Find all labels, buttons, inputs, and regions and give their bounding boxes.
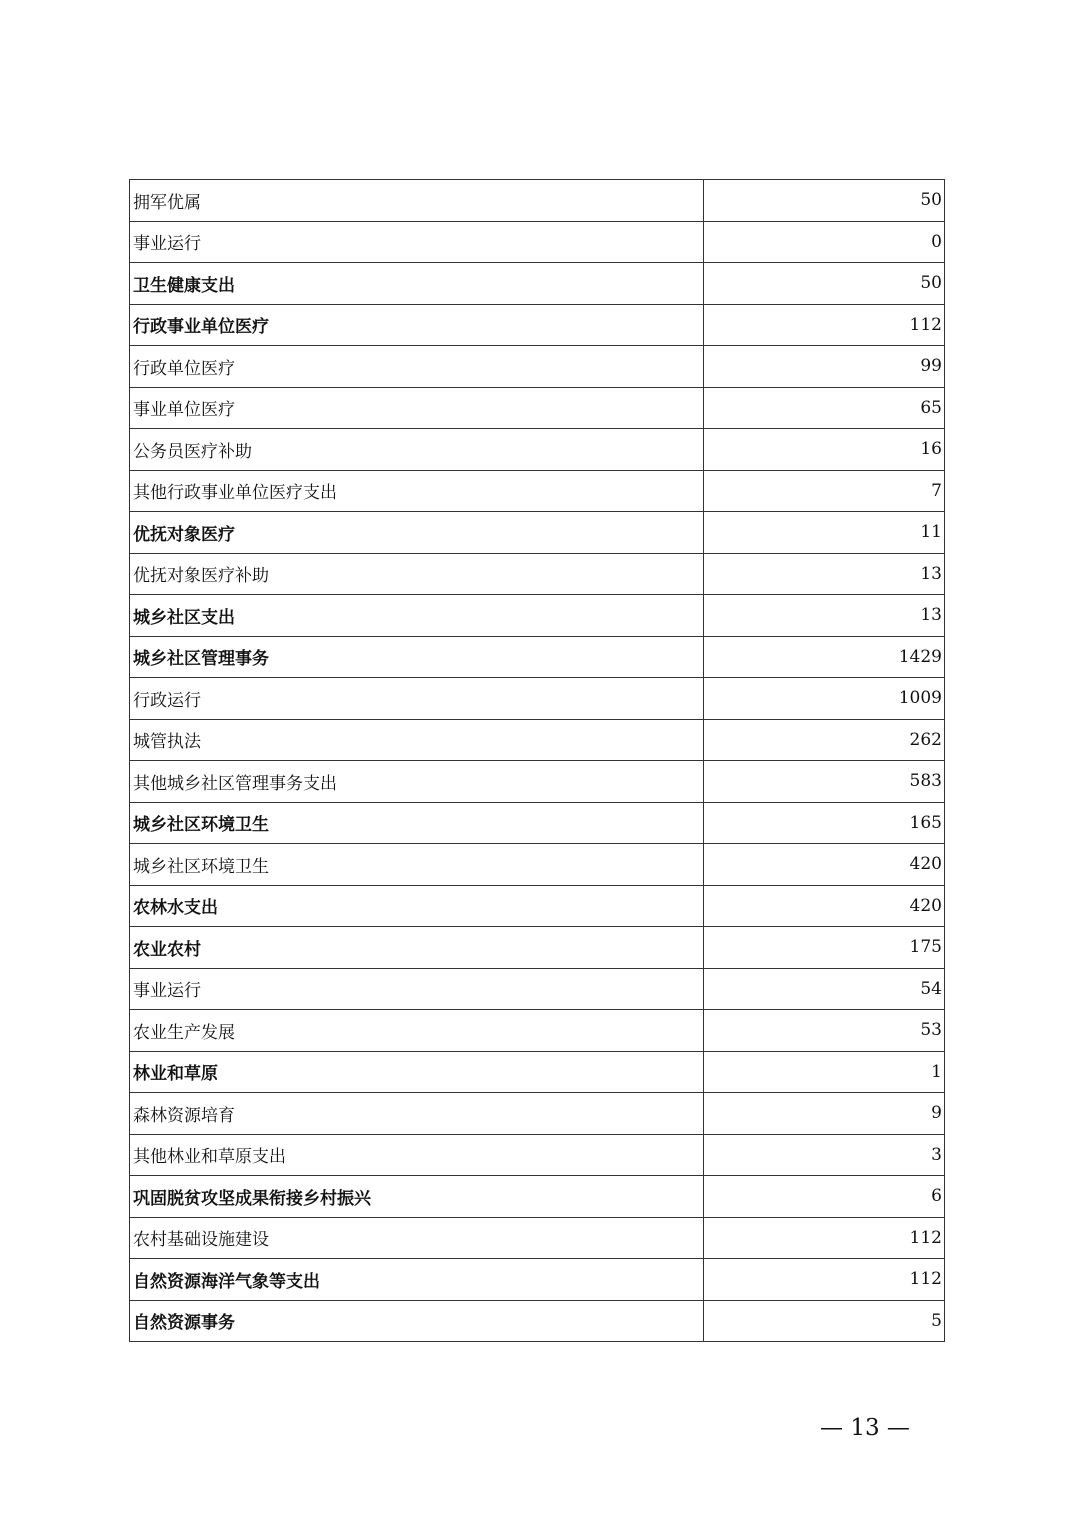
item-name-cell: 事业单位医疗 [130, 387, 704, 429]
item-name-cell: 林业和草原 [130, 1051, 704, 1093]
item-name-cell: 行政运行 [130, 678, 704, 720]
item-name-cell: 其他行政事业单位医疗支出 [130, 470, 704, 512]
item-name-cell: 优抚对象医疗补助 [130, 553, 704, 595]
item-name-cell: 其他城乡社区管理事务支出 [130, 761, 704, 803]
item-name-cell: 农村基础设施建设 [130, 1217, 704, 1259]
category-row [130, 885, 945, 927]
table-row [130, 346, 945, 388]
amount-cell: 112 [704, 304, 945, 346]
item-name-cell: 城乡社区管理事务 [130, 636, 704, 678]
item-name-cell: 城乡社区环境卫生 [130, 844, 704, 886]
item-name-cell: 农业农村 [130, 927, 704, 969]
table-row [130, 470, 945, 512]
amount-cell: 583 [704, 761, 945, 803]
amount-cell: 262 [704, 719, 945, 761]
item-name-cell: 事业运行 [130, 221, 704, 263]
category-row [130, 1259, 945, 1301]
amount-cell: 112 [704, 1259, 945, 1301]
table-row [130, 429, 945, 471]
item-name-cell: 城管执法 [130, 719, 704, 761]
table-row [130, 844, 945, 886]
amount-cell: 9 [704, 1093, 945, 1135]
budget-table [129, 179, 945, 1342]
table-row [130, 761, 945, 803]
amount-cell: 6 [704, 1176, 945, 1218]
amount-cell: 1 [704, 1051, 945, 1093]
item-name-cell: 行政事业单位医疗 [130, 304, 704, 346]
table-row [130, 1134, 945, 1176]
item-name-cell: 优抚对象医疗 [130, 512, 704, 554]
item-name-cell: 公务员医疗补助 [130, 429, 704, 471]
category-row [130, 1300, 945, 1342]
amount-cell: 50 [704, 180, 945, 222]
table-row [130, 387, 945, 429]
amount-cell: 112 [704, 1217, 945, 1259]
table-row [130, 1010, 945, 1052]
amount-cell: 7 [704, 470, 945, 512]
amount-cell: 165 [704, 802, 945, 844]
item-name-cell: 城乡社区环境卫生 [130, 802, 704, 844]
item-name-cell: 农林水支出 [130, 885, 704, 927]
table-row [130, 719, 945, 761]
item-name-cell: 事业运行 [130, 968, 704, 1010]
amount-cell: 3 [704, 1134, 945, 1176]
table-row [130, 1217, 945, 1259]
category-row [130, 304, 945, 346]
amount-cell: 65 [704, 387, 945, 429]
amount-cell: 0 [704, 221, 945, 263]
item-name-cell: 卫生健康支出 [130, 263, 704, 305]
amount-cell: 50 [704, 263, 945, 305]
table-row [130, 180, 945, 222]
page-number: — 13 — [820, 1415, 910, 1441]
amount-cell: 13 [704, 595, 945, 637]
item-name-cell: 农业生产发展 [130, 1010, 704, 1052]
category-row [130, 802, 945, 844]
amount-cell: 5 [704, 1300, 945, 1342]
item-name-cell: 其他林业和草原支出 [130, 1134, 704, 1176]
table-row [130, 1093, 945, 1135]
budget-table-body [130, 180, 945, 1342]
amount-cell: 420 [704, 844, 945, 886]
amount-cell: 1009 [704, 678, 945, 720]
item-name-cell: 自然资源海洋气象等支出 [130, 1259, 704, 1301]
category-row [130, 263, 945, 305]
category-row [130, 1176, 945, 1218]
item-name-cell: 拥军优属 [130, 180, 704, 222]
table-row [130, 553, 945, 595]
item-name-cell: 行政单位医疗 [130, 346, 704, 388]
amount-cell: 175 [704, 927, 945, 969]
amount-cell: 1429 [704, 636, 945, 678]
amount-cell: 16 [704, 429, 945, 471]
category-row [130, 636, 945, 678]
category-row [130, 595, 945, 637]
category-row [130, 927, 945, 969]
amount-cell: 420 [704, 885, 945, 927]
item-name-cell: 巩固脱贫攻坚成果衔接乡村振兴 [130, 1176, 704, 1218]
item-name-cell: 自然资源事务 [130, 1300, 704, 1342]
item-name-cell: 城乡社区支出 [130, 595, 704, 637]
category-row [130, 512, 945, 554]
item-name-cell: 森林资源培育 [130, 1093, 704, 1135]
table-row [130, 968, 945, 1010]
amount-cell: 53 [704, 1010, 945, 1052]
amount-cell: 99 [704, 346, 945, 388]
amount-cell: 13 [704, 553, 945, 595]
table-row [130, 221, 945, 263]
category-row [130, 1051, 945, 1093]
table-row [130, 678, 945, 720]
amount-cell: 11 [704, 512, 945, 554]
amount-cell: 54 [704, 968, 945, 1010]
